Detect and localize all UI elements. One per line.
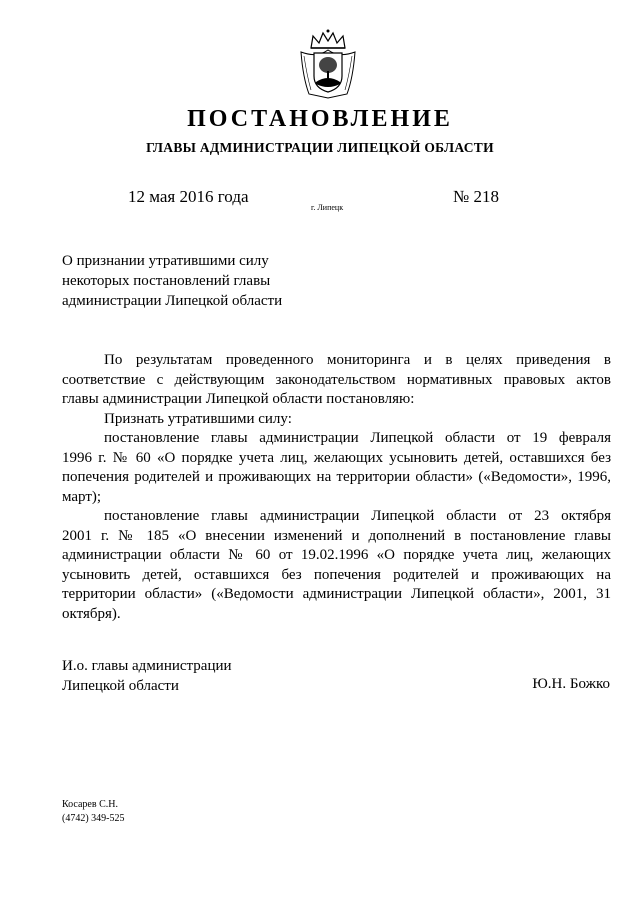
body-line: территории области» («Ведомости администрации Липецкой области», 2001, 31 xyxy=(62,586,611,602)
document-body xyxy=(62,351,611,624)
body-line: постановление главы администрации Липецкой области от 19 февраля xyxy=(104,430,611,446)
document-city: г. Липецк xyxy=(311,203,344,212)
signatory-position xyxy=(62,656,232,696)
body-line: попечения родителей и проживающих на территории области» («Ведомости», 1996, xyxy=(62,469,611,485)
body-line: постановление главы администрации Липецкой области от 23 октября xyxy=(104,508,611,524)
body-line: 2001 г. № 185 «О внесении изменений и дополнений в постановление главы xyxy=(62,527,611,544)
body-line: администрации области № 60 от 19.02.1996 «О порядке учета лиц, желающих xyxy=(62,547,611,563)
executor-phone: (4742) 349-525 xyxy=(62,813,125,824)
signatory-name: Ю.Н. Божко xyxy=(532,676,610,692)
body-line: Признать утратившими силу: xyxy=(104,410,292,427)
document-title: ПОСТАНОВЛЕНИЕ xyxy=(187,106,453,132)
document-subject xyxy=(62,251,282,311)
body-line: главы администрации Липецкой области постановляю: xyxy=(62,391,415,407)
body-line: 1996 г. № 60 «О порядке учета лиц, желающих усыновить детей, оставшихся без xyxy=(62,449,611,466)
executor-contact xyxy=(62,798,125,826)
document-date: 12 мая 2016 года xyxy=(128,187,249,206)
body-line: усыновить детей, оставшихся без попечения родителей и проживающих на xyxy=(62,566,611,583)
body-line: По результатам проведенного мониторинга и в целях приведения в xyxy=(104,352,611,368)
document-subtitle: ГЛАВЫ АДМИНИСТРАЦИИ ЛИПЕЦКОЙ ОБЛАСТИ xyxy=(146,140,494,155)
body-line: март); xyxy=(62,488,102,505)
signatory-position-line: Липецкой области xyxy=(62,678,179,694)
body-line: октября). xyxy=(62,605,121,622)
signatory-position-line: И.о. главы администрации xyxy=(62,658,232,674)
subject-line: администрации Липецкой области xyxy=(62,293,283,309)
document-number: № 218 xyxy=(453,187,499,206)
executor-name: Косарев С.Н. xyxy=(62,799,118,810)
body-line: соответствие с действующим законодательством нормативных правовых актов xyxy=(62,371,611,388)
coat-of-arms-icon xyxy=(299,28,357,100)
subject-line: О признании утратившими силу xyxy=(62,253,269,269)
subject-line: некоторых постановлений главы xyxy=(62,273,271,289)
